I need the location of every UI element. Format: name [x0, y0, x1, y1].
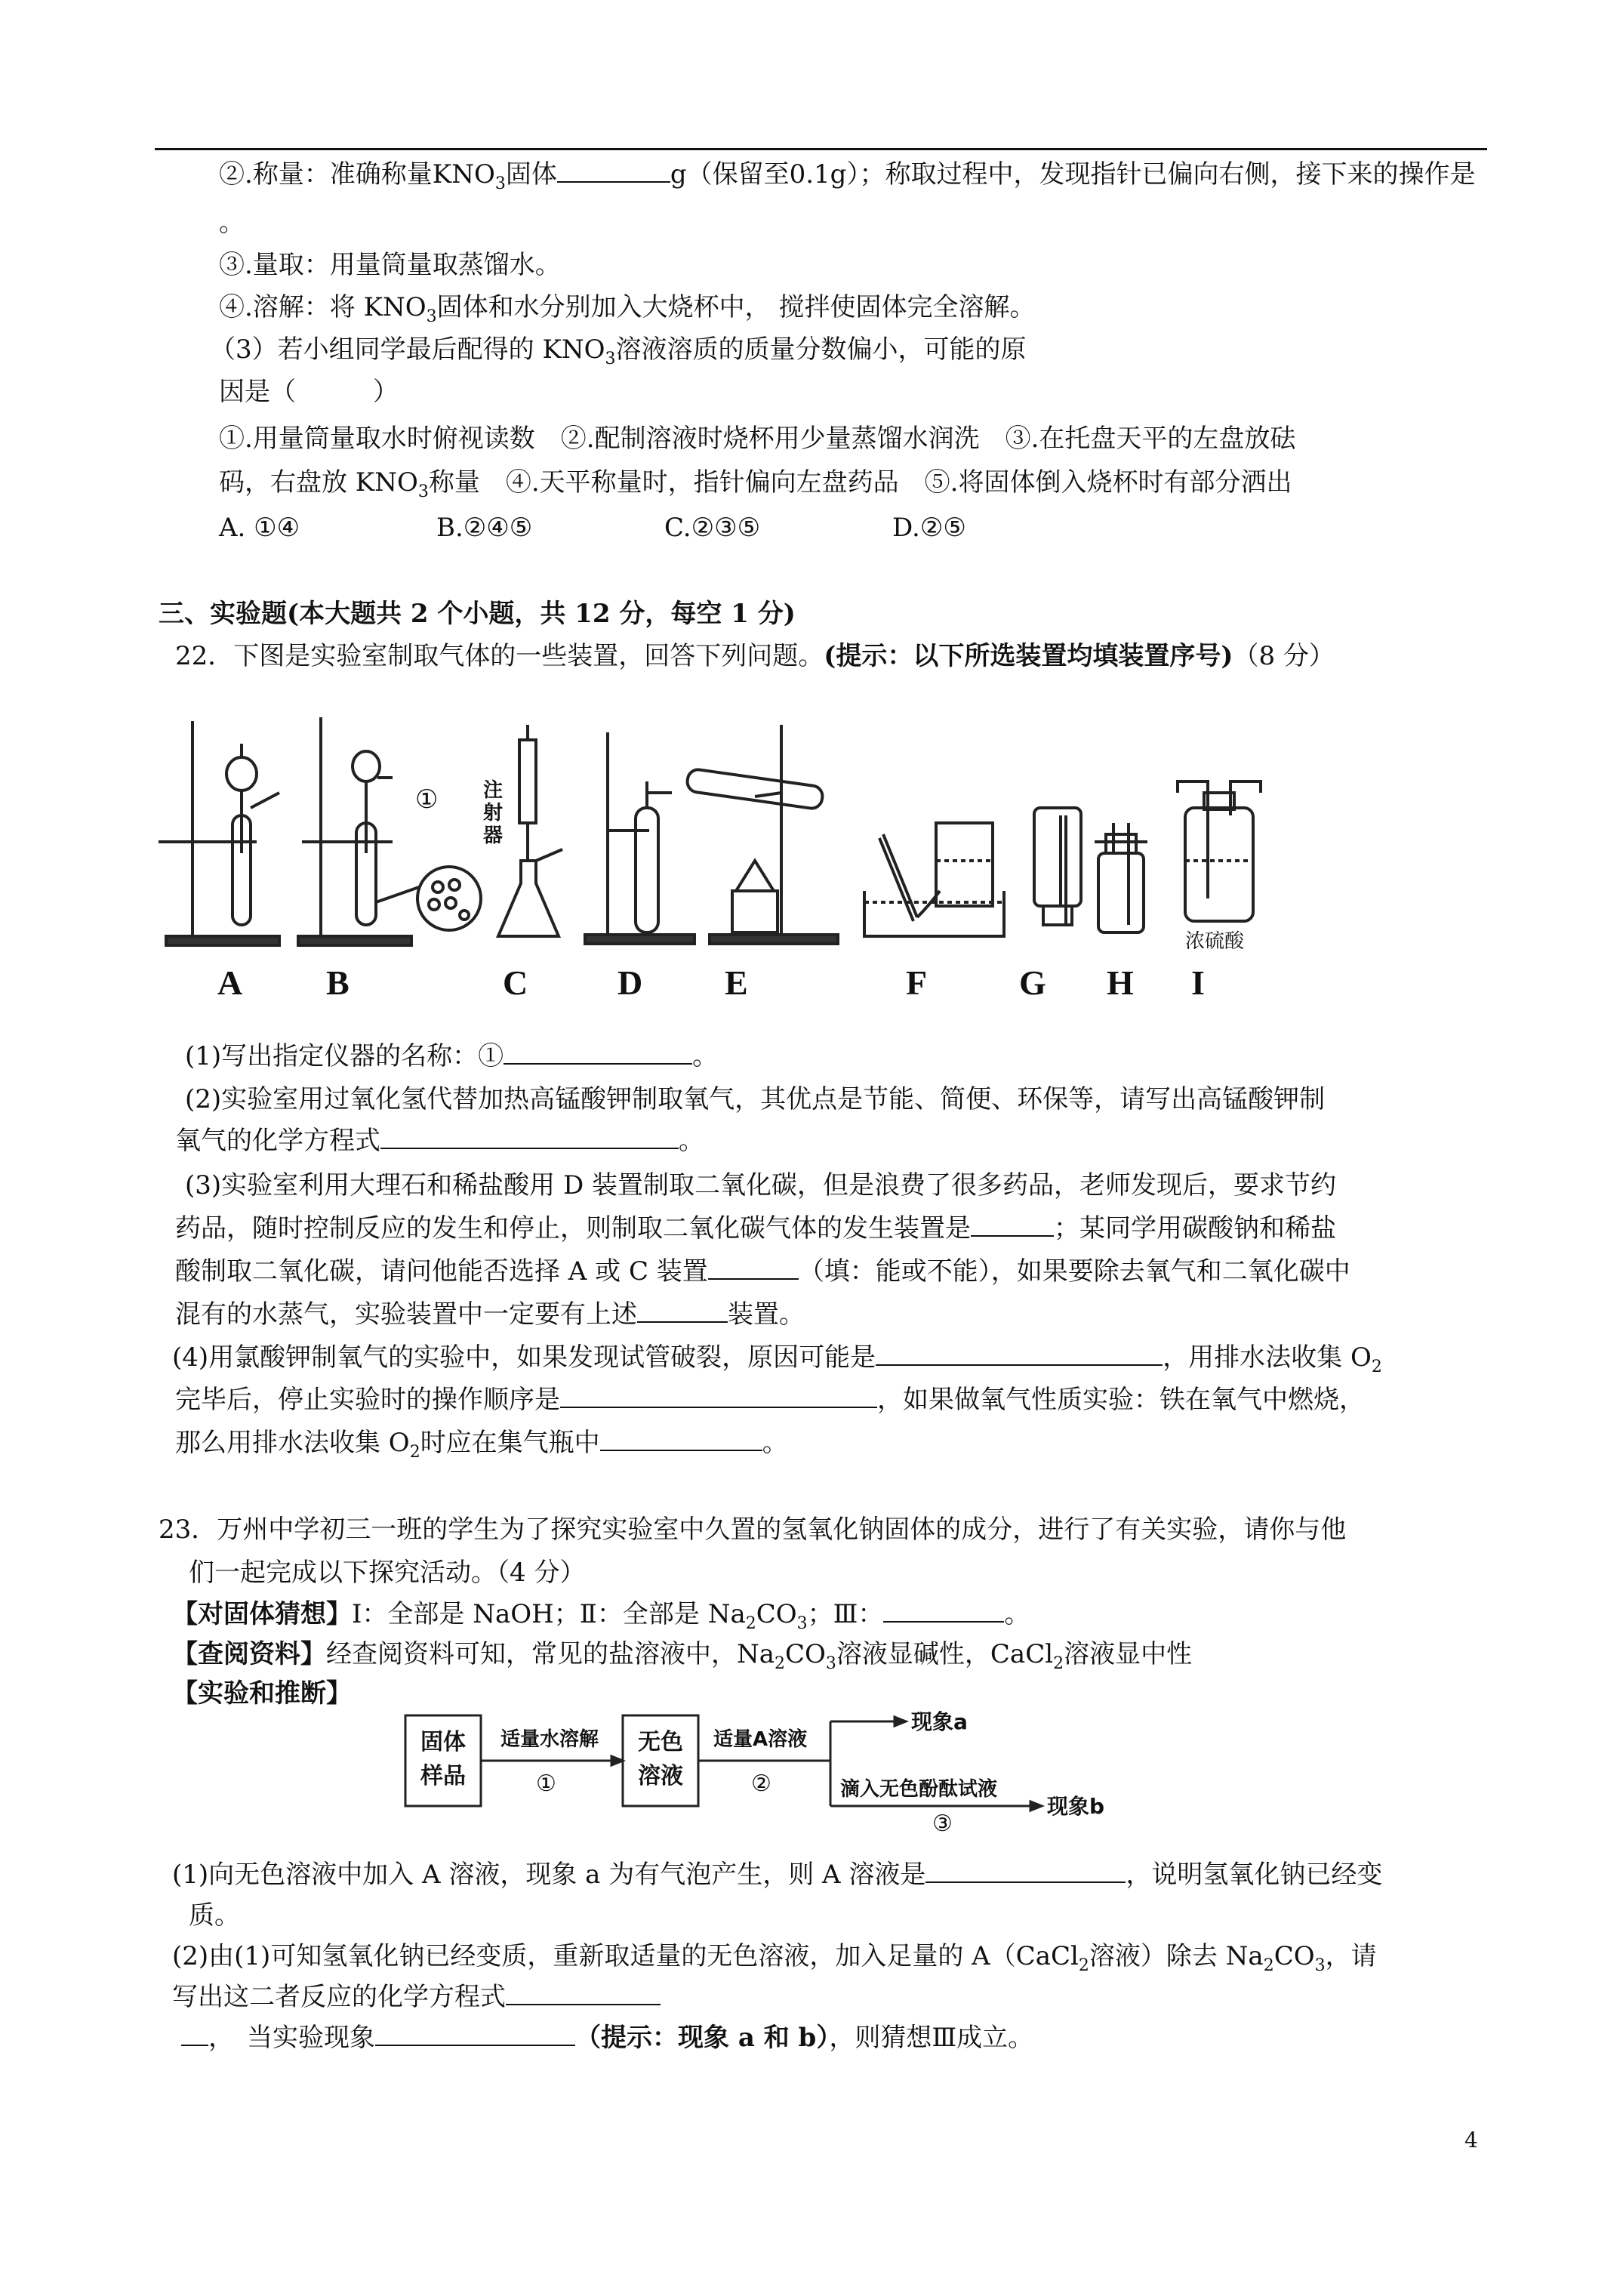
label-d: D — [617, 963, 643, 1002]
label-b: B — [326, 963, 350, 1002]
page-number: 4 — [1464, 2128, 1478, 2153]
line-options2: 码，右盘放 $KNO_3$称量 ④.天平称量时，指针偏向左盘药品 ⑤.将固体倒入烧杯时有部分洒出 — [219, 467, 1292, 501]
svg-text:射: 射 — [483, 802, 504, 824]
q22-part4-line3: 那么用排水法收集 $O_2$时应在集气瓶中 。 — [175, 1425, 788, 1470]
q23-guess: 【对固体猜想】Ⅰ：全部是 NaOH；Ⅱ：全部是 $Na_2CO_3$；Ⅲ： 。 — [172, 1597, 1030, 1641]
apparatus-i — [1178, 781, 1261, 951]
q23-stem-line2: 们一起完成以下探究活动。（4 分） — [189, 1558, 586, 1588]
q23-reference: 【查阅资料】经查阅资料可知，常见的盐溶液中，$Na_2CO_3$溶液显碱性，CaCl$_2$溶液显中性 — [172, 1639, 1193, 1673]
header-rule — [155, 148, 1487, 150]
apparatus-c — [415, 725, 562, 936]
choice-a: A. ①④ — [219, 513, 300, 543]
q22-part2-line1: (2)实验室用过氧化氢代替加热高锰酸钾制取氧气，其优点是节能、简便、环保等，请写出高锰酸钾制 — [185, 1084, 1326, 1114]
q22-part3-line2: 药品，随时控制反应的发生和停止，则制取二氧化碳气体的发生装置是 ；某同学用碳酸钠和稀盐 — [175, 1211, 1336, 1246]
q23-part2-line1: (2)由(1)可知氢氧化钠已经变质，重新取适量的无色溶液，加入足量的 A（CaCl$_2$溶液）除去 $Na_2CO_3$，请 — [172, 1941, 1377, 1975]
apparatus-figure — [151, 710, 1283, 951]
q22-part3-line3: 酸制取二氧化碳，请问他能否选择 A 或 C 装置 （填：能或不能），如果要除去氧气和二氧化碳中 — [175, 1254, 1350, 1289]
q23-part1-line2: 质。 — [189, 1900, 240, 1931]
svg-text:溶液: 溶液 — [638, 1763, 683, 1789]
label-a: A — [217, 963, 243, 1002]
svg-text:①: ① — [536, 1771, 556, 1797]
q23-part2-line3: ， 当实验现象 （提示：现象 a 和 b），则猜想Ⅲ成立。 — [181, 2020, 1033, 2055]
line-dissolve: ④.溶解：将 $KNO_3$固体和水分别加入大烧杯中， 搅拌使固体完全溶解。 — [219, 292, 1036, 326]
label-h: H — [1107, 963, 1134, 1002]
q22-stem: 22．下图是实验室制取气体的一些装置，回答下列问题。(提示：以下所选装置均填装置序号)（8 分） — [175, 641, 1335, 671]
choice-b: B.②④⑤ — [436, 513, 533, 543]
q23-experiment-heading: 【实验和推断】 — [172, 1678, 352, 1709]
circle-one-label: ① — [415, 784, 439, 815]
flowchart — [404, 1706, 1151, 1835]
choice-d: D.②⑤ — [892, 513, 966, 543]
acid-label: 浓硫酸 — [1185, 930, 1245, 951]
q23-part2-line2: 写出这二者反应的化学方程式 — [172, 1980, 661, 2014]
svg-text:③: ③ — [932, 1811, 953, 1835]
label-e: E — [725, 963, 748, 1002]
svg-text:样品: 样品 — [420, 1763, 466, 1789]
svg-text:器: 器 — [483, 824, 504, 847]
choice-c: C.②③⑤ — [664, 513, 761, 543]
svg-text:适量A溶液: 适量A溶液 — [713, 1728, 808, 1751]
section-title: 三、实验题(本大题共 2 个小题，共 12 分，每空 1 分) — [159, 599, 796, 629]
line-q3: （3）若小组同学最后配得的 $KNO_3$溶液溶质的质量分数偏小，可能的原 — [210, 334, 1027, 368]
q23-part1-line1: (1)向无色溶液中加入 A 溶液，现象 a 为有气泡产生，则 A 溶液是 ，说明氢氧化钠已经变 — [172, 1857, 1382, 1892]
apparatus-e — [686, 725, 838, 944]
apparatus-f — [864, 823, 1004, 936]
svg-text:注: 注 — [483, 779, 504, 802]
q22-part3-line1: (3)实验室利用大理石和稀盐酸用 D 装置制取二氧化碳，但是浪费了很多药品，老师发现后，要求节约 — [185, 1170, 1337, 1200]
svg-text:固体: 固体 — [420, 1729, 466, 1755]
svg-text:②: ② — [751, 1771, 771, 1797]
label-i: I — [1191, 963, 1205, 1002]
line-weigh: ②.称量：准确称量$KNO_3$固体 g（保留至0.1g）；称取过程中，发现指针已偏向右侧，接下来的操作是 — [219, 157, 1475, 202]
q22-part3-line4: 混有的水蒸气，实验装置中一定要有上述 装置。 — [175, 1297, 805, 1332]
label-g: G — [1019, 963, 1046, 1002]
q22-part4-line2: 完毕后，停止实验时的操作顺序是 ，如果做氧气性质实验：铁在氧气中燃烧， — [175, 1382, 1365, 1417]
label-c: C — [503, 963, 528, 1002]
line-measure: ③.量取：用量筒量取蒸馏水。 — [219, 250, 561, 280]
line-period: 。 — [219, 208, 245, 238]
apparatus-b — [298, 717, 481, 945]
svg-text:适量水溶解: 适量水溶解 — [500, 1728, 599, 1751]
apparatus-d — [585, 732, 694, 944]
q23-stem-line1: 23．万州中学初三一班的学生为了探究实验室中久置的氢氧化钠固体的成分，进行了有关实验，请你与他 — [159, 1515, 1347, 1545]
line-options1: ①.用量筒量取水时俯视读数 ②.配制溶液时烧杯用少量蒸馏水润洗 ③.在托盘天平的左盘放砝 — [219, 424, 1296, 454]
q22-part1: (1)写出指定仪器的名称：① 。 — [185, 1039, 718, 1074]
svg-text:无色: 无色 — [638, 1729, 683, 1755]
label-f: F — [906, 963, 928, 1002]
svg-text:滴入无色酚酞试液: 滴入无色酚酞试液 — [840, 1778, 998, 1801]
svg-text:现象a: 现象a — [911, 1709, 968, 1734]
svg-text:现象b: 现象b — [1047, 1794, 1105, 1819]
apparatus-a — [159, 721, 279, 945]
q22-part2-line2: 氧气的化学方程式 。 — [175, 1123, 704, 1158]
q22-part4-line1: (4)用氯酸钾制氧气的实验中，如果发现试管破裂，原因可能是 ，用排水法收集 $O_2$ — [172, 1340, 1382, 1385]
apparatus-g — [1034, 808, 1081, 925]
apparatus-h — [1095, 823, 1147, 932]
line-reason: 因是（ ） — [219, 377, 399, 407]
